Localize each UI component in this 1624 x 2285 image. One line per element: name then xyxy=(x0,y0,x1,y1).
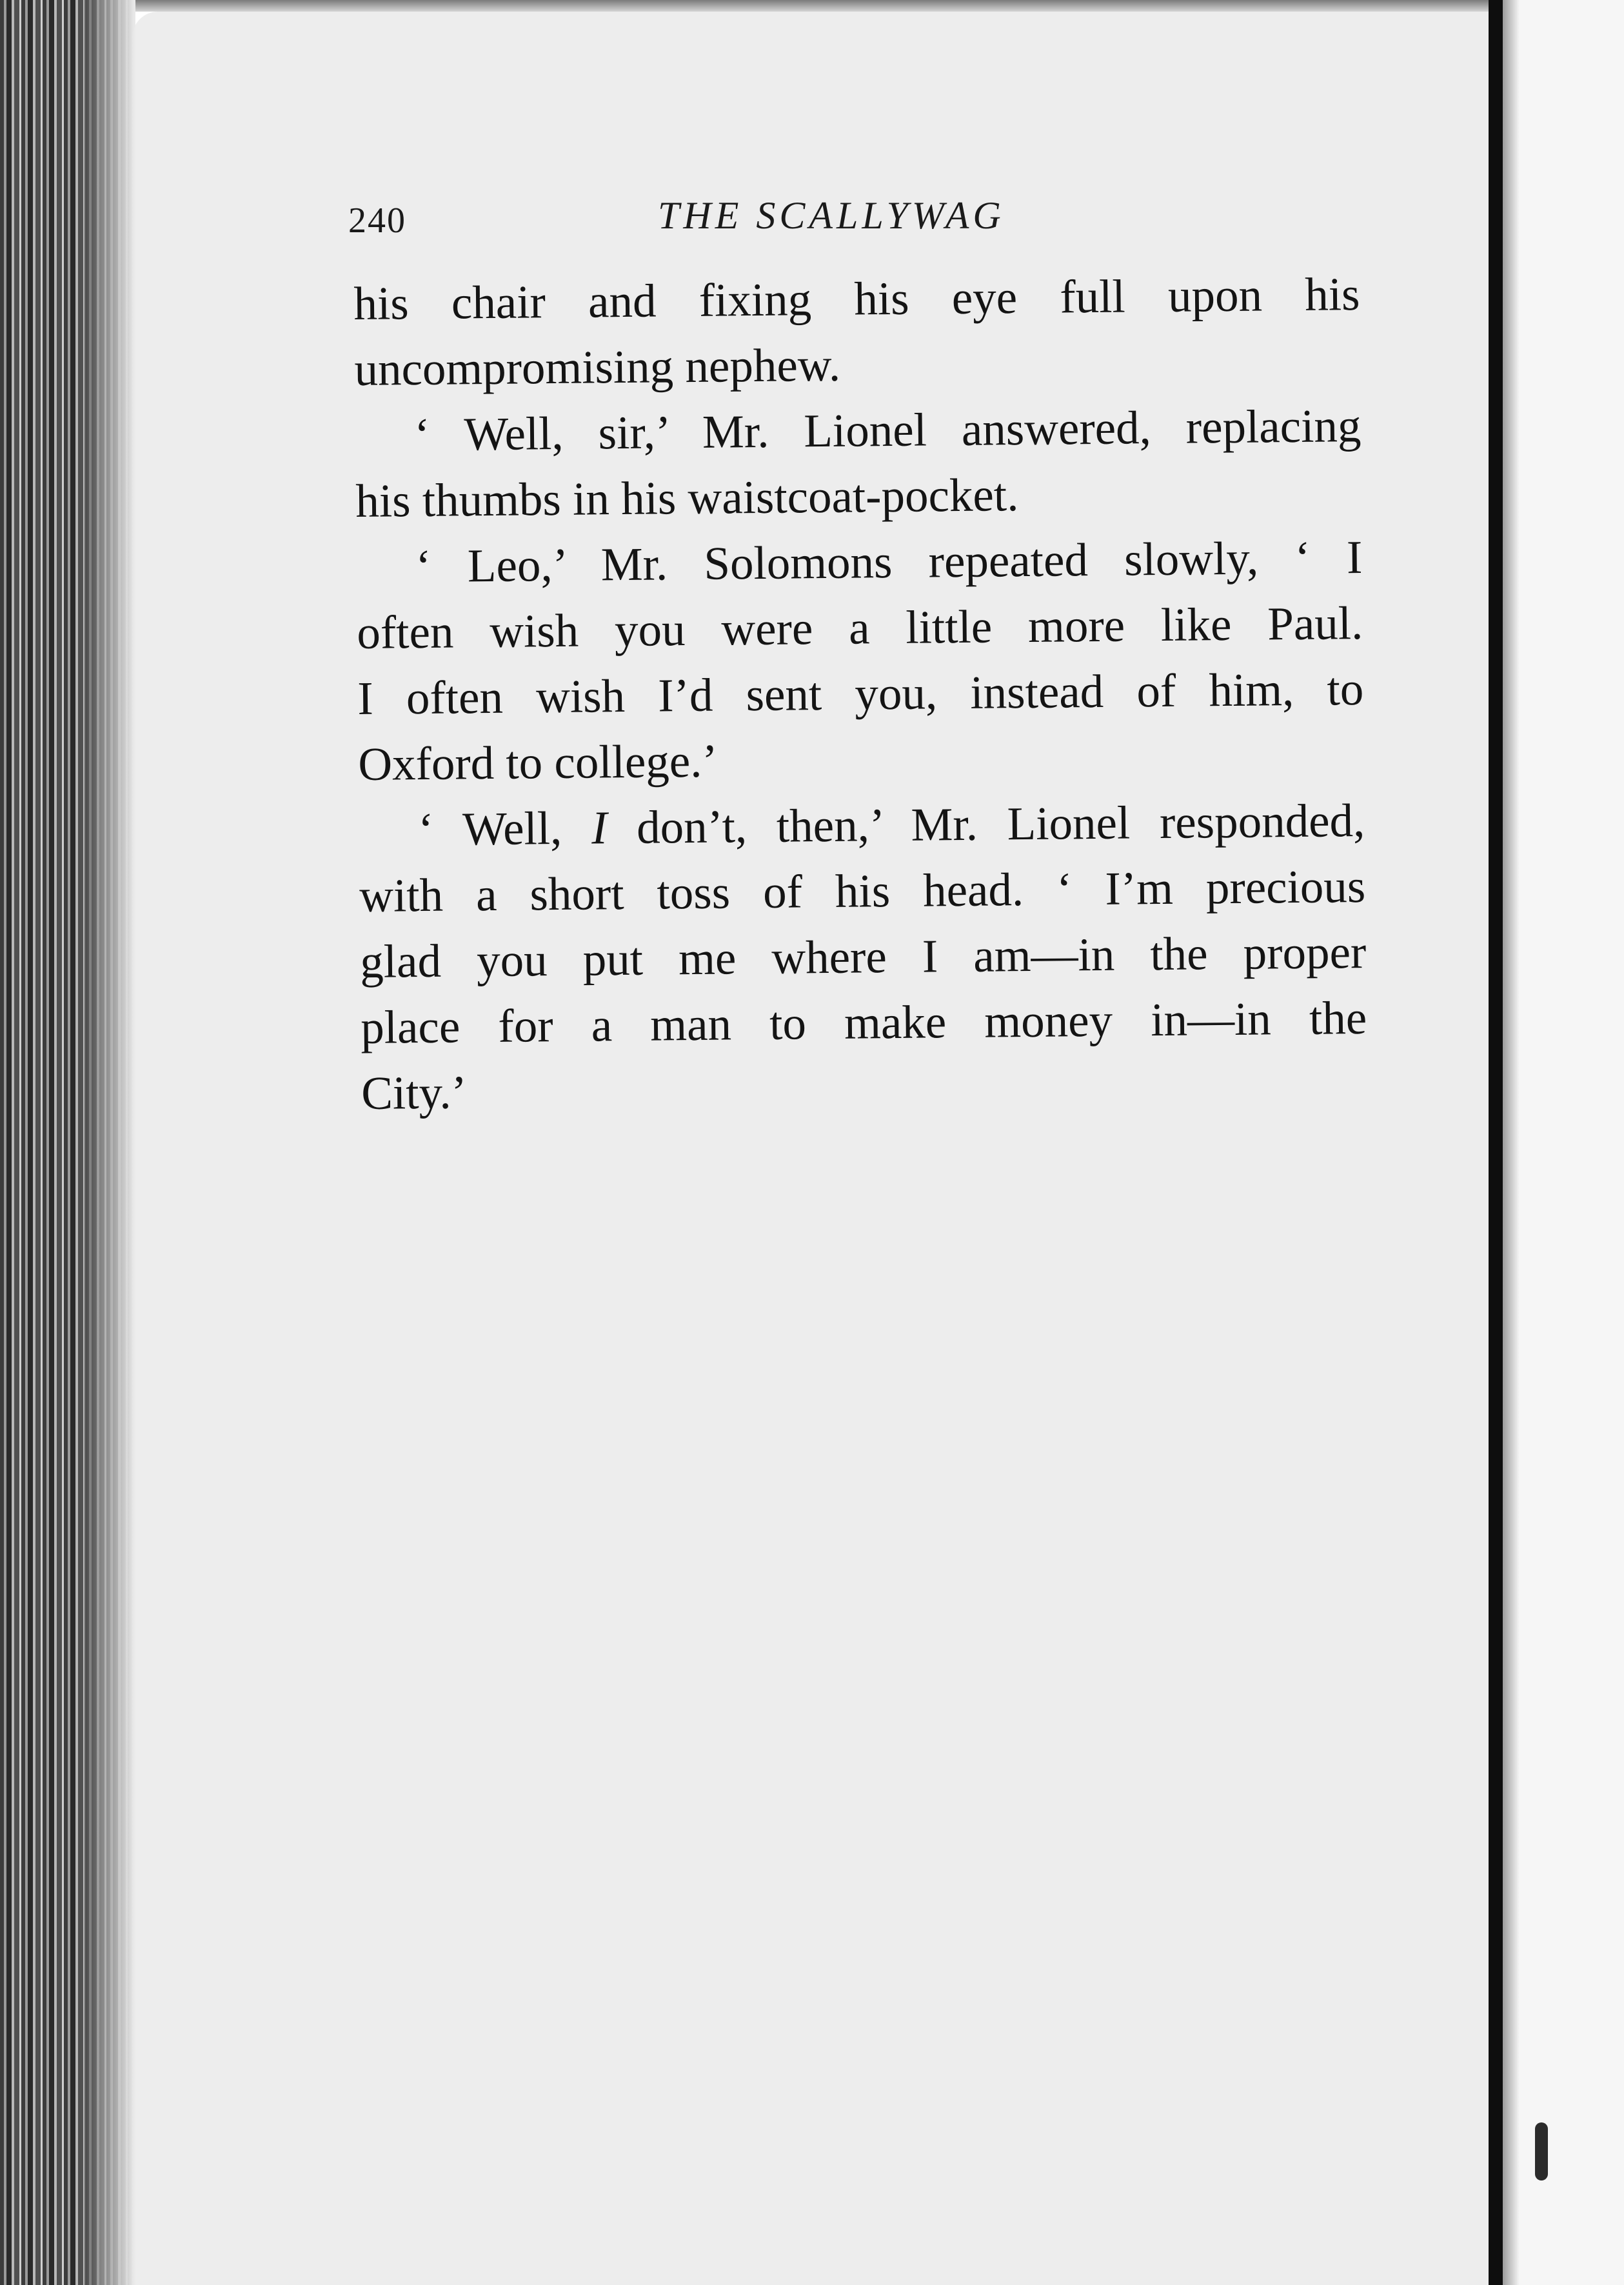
page-edge-shadow xyxy=(84,0,135,2285)
text-line: Oxford to college.’ xyxy=(357,734,718,790)
text-line: with a short toss of his head. ‘ I’m precious xyxy=(359,859,1366,922)
italic-word: I xyxy=(591,801,608,854)
text-line: I often wish I’d sent you, instead of him, to xyxy=(357,662,1364,724)
text-run: ‘ Well, xyxy=(417,801,592,856)
text-line: often wish you were a little more like Paul. xyxy=(356,597,1363,659)
page-border-line xyxy=(1489,0,1503,2285)
text-run: don’t, then,’ Mr. Lionel responded, xyxy=(607,793,1365,854)
facing-page-strip xyxy=(1503,0,1624,2285)
page-number: 240 xyxy=(348,201,406,241)
text-line: City.’ xyxy=(361,1066,468,1119)
text-line: ‘ Leo,’ Mr. Solomons repeated slowly, ‘ I xyxy=(415,531,1363,593)
text-line: his chair and fixing his eye full upon his xyxy=(353,268,1360,330)
facing-page-shadow xyxy=(1503,0,1520,2285)
text-line: his thumbs in his waistcoat-pocket. xyxy=(355,468,1019,527)
edge-mark xyxy=(1535,2122,1548,2180)
page-top-edge xyxy=(0,0,1503,12)
text-line: glad you put me where I am—in the proper xyxy=(359,925,1367,988)
book-title: THE SCALLYWAG xyxy=(658,194,1005,237)
text-line xyxy=(359,788,1365,863)
running-head xyxy=(348,187,1367,258)
text-line: ‘ Well, sir,’ Mr. Lionel answered, replacing xyxy=(414,399,1362,461)
text-line: place for a man to make money in—in the xyxy=(360,991,1367,1053)
text-line: uncompromising nephew. xyxy=(354,338,841,395)
body-text xyxy=(353,261,1368,1126)
